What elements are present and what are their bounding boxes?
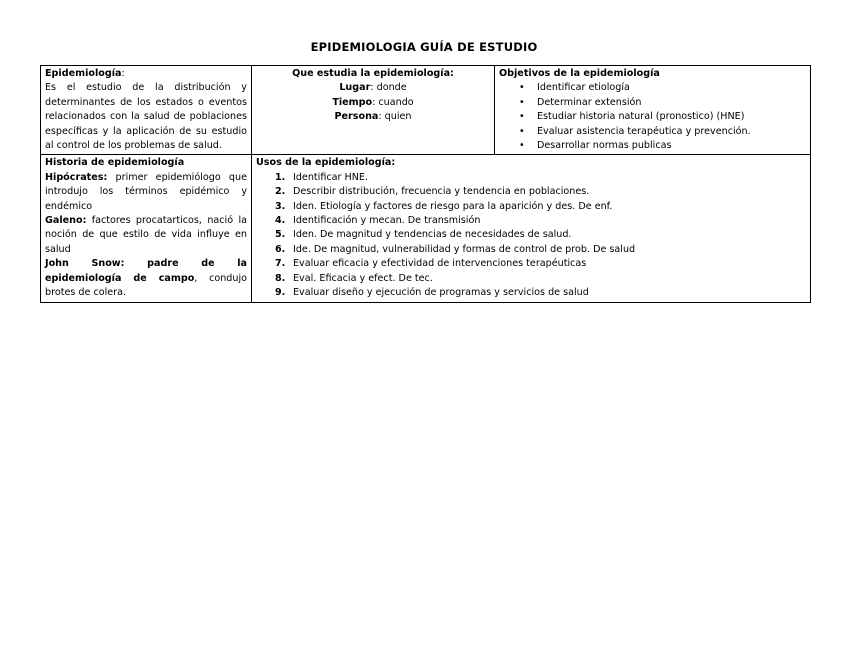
uses-item-text: Evaluar diseño y ejecución de programas y servicios de salud bbox=[293, 287, 589, 299]
studies-item bbox=[256, 110, 490, 124]
objectives-list-item: • Evaluar asistencia terapéutica y prevención. bbox=[499, 125, 806, 139]
uses-item-number: 4. bbox=[275, 215, 286, 227]
uses-item-number: 2. bbox=[275, 186, 286, 198]
uses-item-number: 3. bbox=[275, 200, 286, 212]
uses-list bbox=[256, 171, 806, 301]
uses-item-text: Iden. Etiología y factores de riesgo para la aparición y des. De enf. bbox=[293, 200, 613, 212]
objectives-list-item: • Desarrollar normas publicas bbox=[499, 139, 806, 153]
objectives-cell bbox=[495, 66, 811, 155]
history-entry-text: factores procatarticos, nació la noción de que estilo de vida influye en salud bbox=[45, 215, 247, 255]
uses-heading: Usos de la epidemiología: bbox=[256, 157, 396, 169]
history-entry bbox=[45, 214, 247, 257]
uses-item-number: 1. bbox=[275, 171, 286, 183]
studies-item-value: : quien bbox=[378, 111, 412, 123]
uses-list-item bbox=[256, 272, 806, 286]
uses-list-item bbox=[256, 185, 806, 199]
uses-list-item bbox=[256, 171, 806, 185]
uses-list-item bbox=[256, 214, 806, 228]
definition-cell bbox=[41, 66, 252, 155]
uses-item-text: Evaluar eficacia y efectividad de intervenciones terapéuticas bbox=[293, 258, 587, 270]
studies-item-value: : donde bbox=[370, 82, 407, 94]
uses-item-text: Ide. De magnitud, vulnerabilidad y formas de control de prob. De salud bbox=[293, 243, 636, 255]
studies-item-label: Tiempo bbox=[332, 96, 373, 108]
uses-item-number: 5. bbox=[275, 229, 286, 241]
uses-list-item bbox=[256, 257, 806, 271]
studies-item bbox=[256, 96, 490, 110]
history-heading: Historia de epidemiología bbox=[45, 157, 185, 169]
uses-cell bbox=[252, 155, 811, 302]
history-entry-name: John Snow: padre de la epidemiología de campo bbox=[45, 258, 247, 284]
uses-item-number: 9. bbox=[275, 287, 286, 299]
studies-item-label: Persona bbox=[334, 111, 379, 123]
uses-item-text: Identificación y mecan. De transmisión bbox=[293, 215, 481, 227]
history-entry-name: Hipócrates: bbox=[45, 171, 108, 183]
definition-text: Es el estudio de la distribución y determinantes de los estados o eventos relacionados con la salud de poblaciones específicas y la aplicación de su estudio al control de los problemas de salud. bbox=[45, 82, 247, 152]
history-entry bbox=[45, 257, 247, 300]
history-cell bbox=[41, 155, 252, 302]
history-entry bbox=[45, 171, 247, 214]
objectives-list bbox=[499, 81, 806, 153]
uses-list-item bbox=[256, 228, 806, 242]
uses-list-item bbox=[256, 243, 806, 257]
studies-item-value: : cuando bbox=[372, 96, 414, 108]
uses-item-text: Describir distribución, frecuencia y tendencia en poblaciones. bbox=[293, 186, 590, 198]
study-guide-table bbox=[40, 65, 811, 303]
uses-item-number: 8. bbox=[275, 272, 286, 284]
uses-item-number: 6. bbox=[275, 243, 286, 255]
studies-item bbox=[256, 81, 490, 95]
uses-list-item bbox=[256, 286, 806, 300]
uses-item-text: Iden. De magnitud y tendencias de necesidades de salud. bbox=[293, 229, 572, 241]
history-entry-name: Galeno: bbox=[45, 215, 87, 227]
history-entry-text: primer epidemiólogo que introdujo los términos epidémico y endémico bbox=[45, 171, 247, 212]
studies-item-label: Lugar bbox=[339, 82, 371, 94]
uses-item-number: 7. bbox=[275, 258, 286, 270]
uses-item-text: Identificar HNE. bbox=[293, 171, 369, 183]
uses-list-item bbox=[256, 200, 806, 214]
objectives-list-item: • Determinar extensión bbox=[499, 96, 806, 110]
table-row bbox=[41, 155, 811, 302]
definition-heading-line bbox=[45, 67, 247, 81]
objectives-heading: Objetivos de la epidemiología bbox=[499, 68, 660, 79]
page-title: EPIDEMIOLOGIA GUÍA DE ESTUDIO bbox=[310, 40, 538, 54]
definition-heading-colon: : bbox=[121, 68, 125, 79]
studies-cell bbox=[252, 66, 495, 155]
uses-item-text: Eval. Eficacia y efect. De tec. bbox=[293, 272, 433, 284]
studies-heading: Que estudia la epidemiología: bbox=[292, 68, 454, 79]
table-row bbox=[41, 66, 811, 155]
objectives-list-item: • Identificar etiología bbox=[499, 81, 806, 95]
objectives-list-item: • Estudiar historia natural (pronostico) (HNE) bbox=[499, 110, 806, 124]
definition-heading: Epidemiología bbox=[45, 68, 122, 79]
history-entry-text: , condujo brotes de colera. bbox=[45, 272, 247, 299]
